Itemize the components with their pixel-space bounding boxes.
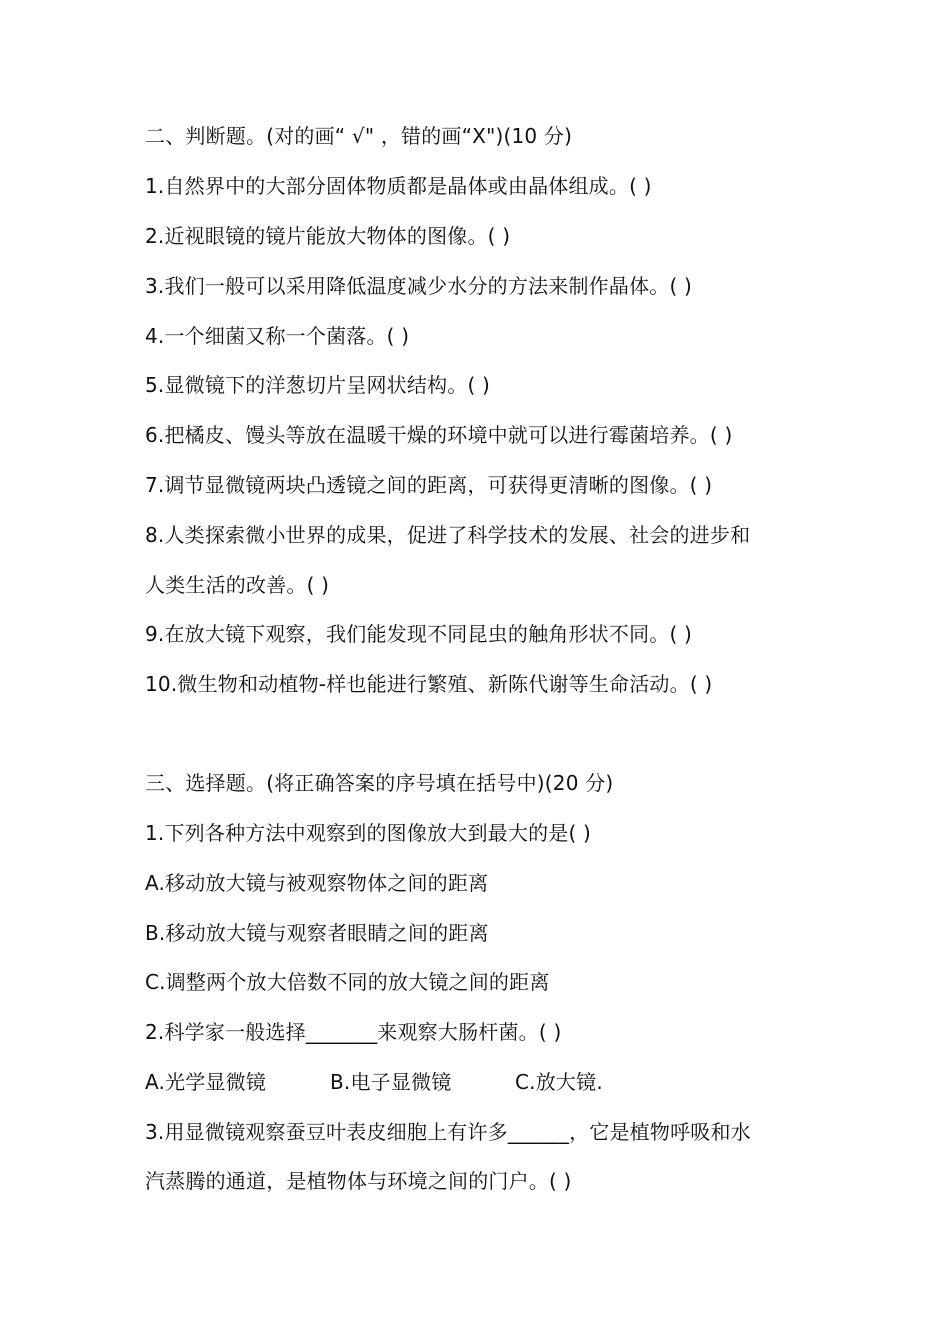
- choice-q2-stem: 2.科学家一般选择_______来观察大肠杆菌。( ): [145, 1020, 562, 1044]
- judgment-item-4: 4.一个细菌又称一个菌落。( ): [145, 324, 410, 348]
- section-3-heading: 三、选择题。(将正确答案的序号填在括号中)(20 分): [145, 771, 614, 795]
- choice-q2-options: [145, 1067, 825, 1097]
- judgment-item-2: 2.近视眼镜的镜片能放大物体的图像。( ): [145, 224, 511, 248]
- judgment-item-9: 9.在放大镜下观察，我们能发现不同昆虫的触角形状不同。( ): [145, 622, 693, 646]
- judgment-item-5: 5.显微镜下的洋葱切片呈网状结构。( ): [145, 373, 491, 397]
- choice-q1-option-b: B.移动放大镜与观察者眼睛之间的距离: [145, 921, 489, 945]
- judgment-item-1: 1.自然界中的大部分固体物质都是晶体或由晶体组成。( ): [145, 174, 652, 198]
- judgment-item-3: 3.我们一般可以采用降低温度减少水分的方法来制作晶体。( ): [145, 274, 693, 298]
- choice-q3-stem-line-1: 3.用显微镜观察蚕豆叶表皮细胞上有许多______，它是植物呼吸和水: [145, 1120, 751, 1144]
- choice-q2-option-c: C.放大镜.: [515, 1070, 603, 1094]
- section-2-heading: 二、判断题。(对的画“ √" ，错的画“X")(10 分): [145, 124, 573, 148]
- judgment-item-7: 7.调节显微镜两块凸透镜之间的距离，可获得更清晰的图像。( ): [145, 473, 713, 497]
- choice-q2-option-a: A.光学显微镜: [145, 1070, 267, 1094]
- choice-q2-option-b: B.电子显微镜: [330, 1070, 452, 1094]
- judgment-item-10: 10.微生物和动植物-样也能进行繁殖、新陈代谢等生命活动。( ): [145, 672, 713, 696]
- judgment-item-6: 6.把橘皮、馒头等放在温暖干燥的环境中就可以进行霉菌培养。( ): [145, 423, 733, 447]
- judgment-item-8-line-1: 8.人类探索微小世界的成果，促进了科学技术的发展、社会的进步和: [145, 523, 751, 547]
- choice-q3-stem-line-2: 汽蒸腾的通道，是植物体与环境之间的门户。( ): [145, 1169, 572, 1193]
- choice-q1-option-c: C.调整两个放大倍数不同的放大镜之间的距离: [145, 970, 550, 994]
- judgment-item-8-line-2: 人类生活的改善。( ): [145, 573, 330, 597]
- choice-q1-stem: 1.下列各种方法中观察到的图像放大到最大的是( ): [145, 821, 592, 845]
- choice-q1-option-a: A.移动放大镜与被观察物体之间的距离: [145, 871, 489, 895]
